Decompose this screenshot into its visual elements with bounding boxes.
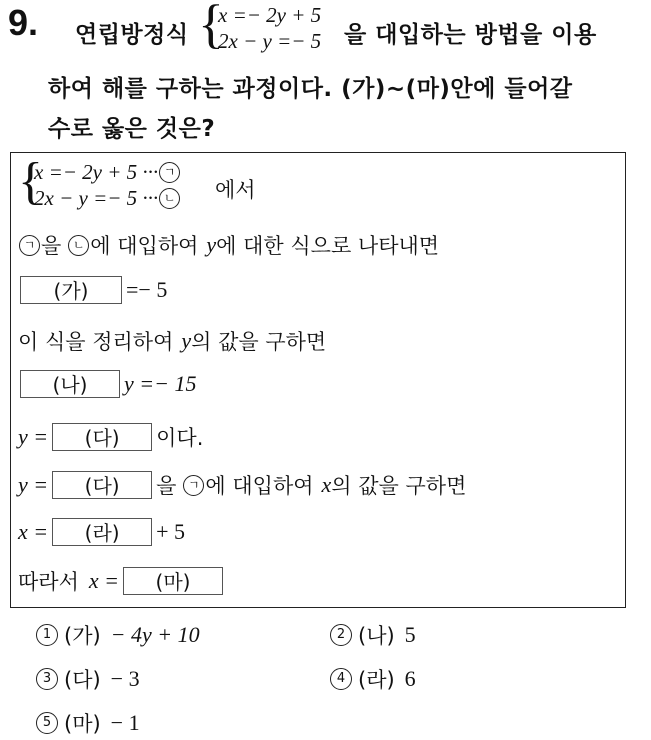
- choice-number: 2: [330, 624, 352, 646]
- step1-variable: y: [206, 232, 217, 257]
- line-da1-prefix: y =: [18, 424, 49, 449]
- choice-1[interactable]: [36, 620, 200, 650]
- circled-mark-2: ㄴ: [159, 188, 180, 209]
- blank-ga: (가): [20, 276, 122, 304]
- choice-value: 5: [404, 622, 416, 647]
- choice-label: (나): [358, 624, 395, 648]
- step1-text-b: 에 대입하여: [90, 234, 199, 258]
- choice-value: − 4y + 10: [110, 622, 200, 647]
- equation-suffix: 에서: [215, 178, 256, 202]
- line-na-suffix: y =− 15: [124, 371, 197, 396]
- circled-mark-1: ㄱ: [159, 162, 180, 183]
- step2-line: [18, 326, 326, 356]
- choice-number: 3: [36, 668, 58, 690]
- line-da2-prefix: y =: [18, 472, 49, 497]
- line-da2-variable: x: [321, 472, 332, 497]
- line-ma-equation: x =: [88, 568, 119, 593]
- step1-line: [18, 230, 439, 260]
- line-ra: [18, 518, 185, 546]
- line-ma: [18, 566, 227, 596]
- line-ga: [16, 276, 167, 304]
- question-text-part1: 연립방정식: [75, 22, 189, 48]
- line-na: [16, 370, 196, 398]
- equation-1: x =− 2y + 5 ···: [34, 160, 159, 184]
- blank-ra: (라): [52, 518, 152, 546]
- line-ga-suffix: =− 5: [126, 277, 168, 302]
- line-da2-text-a: 을: [156, 474, 177, 498]
- line-da-2: [18, 470, 466, 500]
- blank-na: (나): [20, 370, 120, 398]
- choice-value: − 3: [110, 666, 140, 691]
- blank-da-2: (다): [52, 471, 152, 499]
- step1-text-a: 을: [41, 234, 62, 258]
- line-da2-text-c: 의 값을 구하면: [331, 474, 467, 498]
- line-ra-prefix: x =: [18, 519, 49, 544]
- choice-value: 6: [404, 666, 416, 691]
- circled-mark-b: ㄴ: [68, 235, 89, 256]
- question-text-line2: 하여 해를 구하는 과정이다. (가)~(마)안에 들어갈: [48, 76, 573, 102]
- line-ma-prefix: 따라서: [18, 570, 79, 594]
- choice-4[interactable]: [330, 664, 416, 694]
- left-brace: {: [18, 153, 43, 210]
- question-number: 9.: [8, 2, 39, 43]
- choice-label: (라): [358, 668, 395, 692]
- line-da2-text-b: 에 대입하여: [205, 474, 314, 498]
- choice-label: (마): [64, 712, 101, 736]
- choice-number: 5: [36, 712, 58, 734]
- question-text-part2: 을 대입하는 방법을 이용: [344, 22, 597, 48]
- choice-5[interactable]: [36, 708, 140, 738]
- circled-mark-a: ㄱ: [19, 235, 40, 256]
- blank-ma: (마): [123, 567, 223, 595]
- choice-value: − 1: [110, 710, 140, 735]
- system-line-1: x =− 2y + 5: [218, 3, 322, 27]
- step2-variable: y: [181, 328, 192, 353]
- choice-label: (다): [64, 668, 101, 692]
- left-brace: {: [198, 0, 224, 54]
- blank-da-1: (다): [52, 423, 152, 451]
- system-line-2: 2x − y =− 5: [218, 29, 322, 53]
- question-text-line3: 수로 옳은 것은?: [48, 116, 216, 142]
- choice-number: 1: [36, 624, 58, 646]
- step2-text-a: 이 식을 정리하여: [18, 330, 174, 354]
- line-da-1: [18, 422, 203, 452]
- line-ra-suffix: + 5: [156, 519, 186, 544]
- equation-2: 2x − y =− 5 ···: [34, 186, 159, 210]
- step1-text-c: 에 대한 식으로 나타내면: [216, 234, 440, 258]
- choice-number: 4: [330, 668, 352, 690]
- line-da1-suffix: 이다.: [156, 426, 204, 450]
- choice-label: (가): [64, 624, 101, 648]
- circled-mark-c: ㄱ: [183, 475, 204, 496]
- choice-2[interactable]: [330, 620, 416, 650]
- step2-text-b: 의 값을 구하면: [191, 330, 327, 354]
- choice-3[interactable]: [36, 664, 140, 694]
